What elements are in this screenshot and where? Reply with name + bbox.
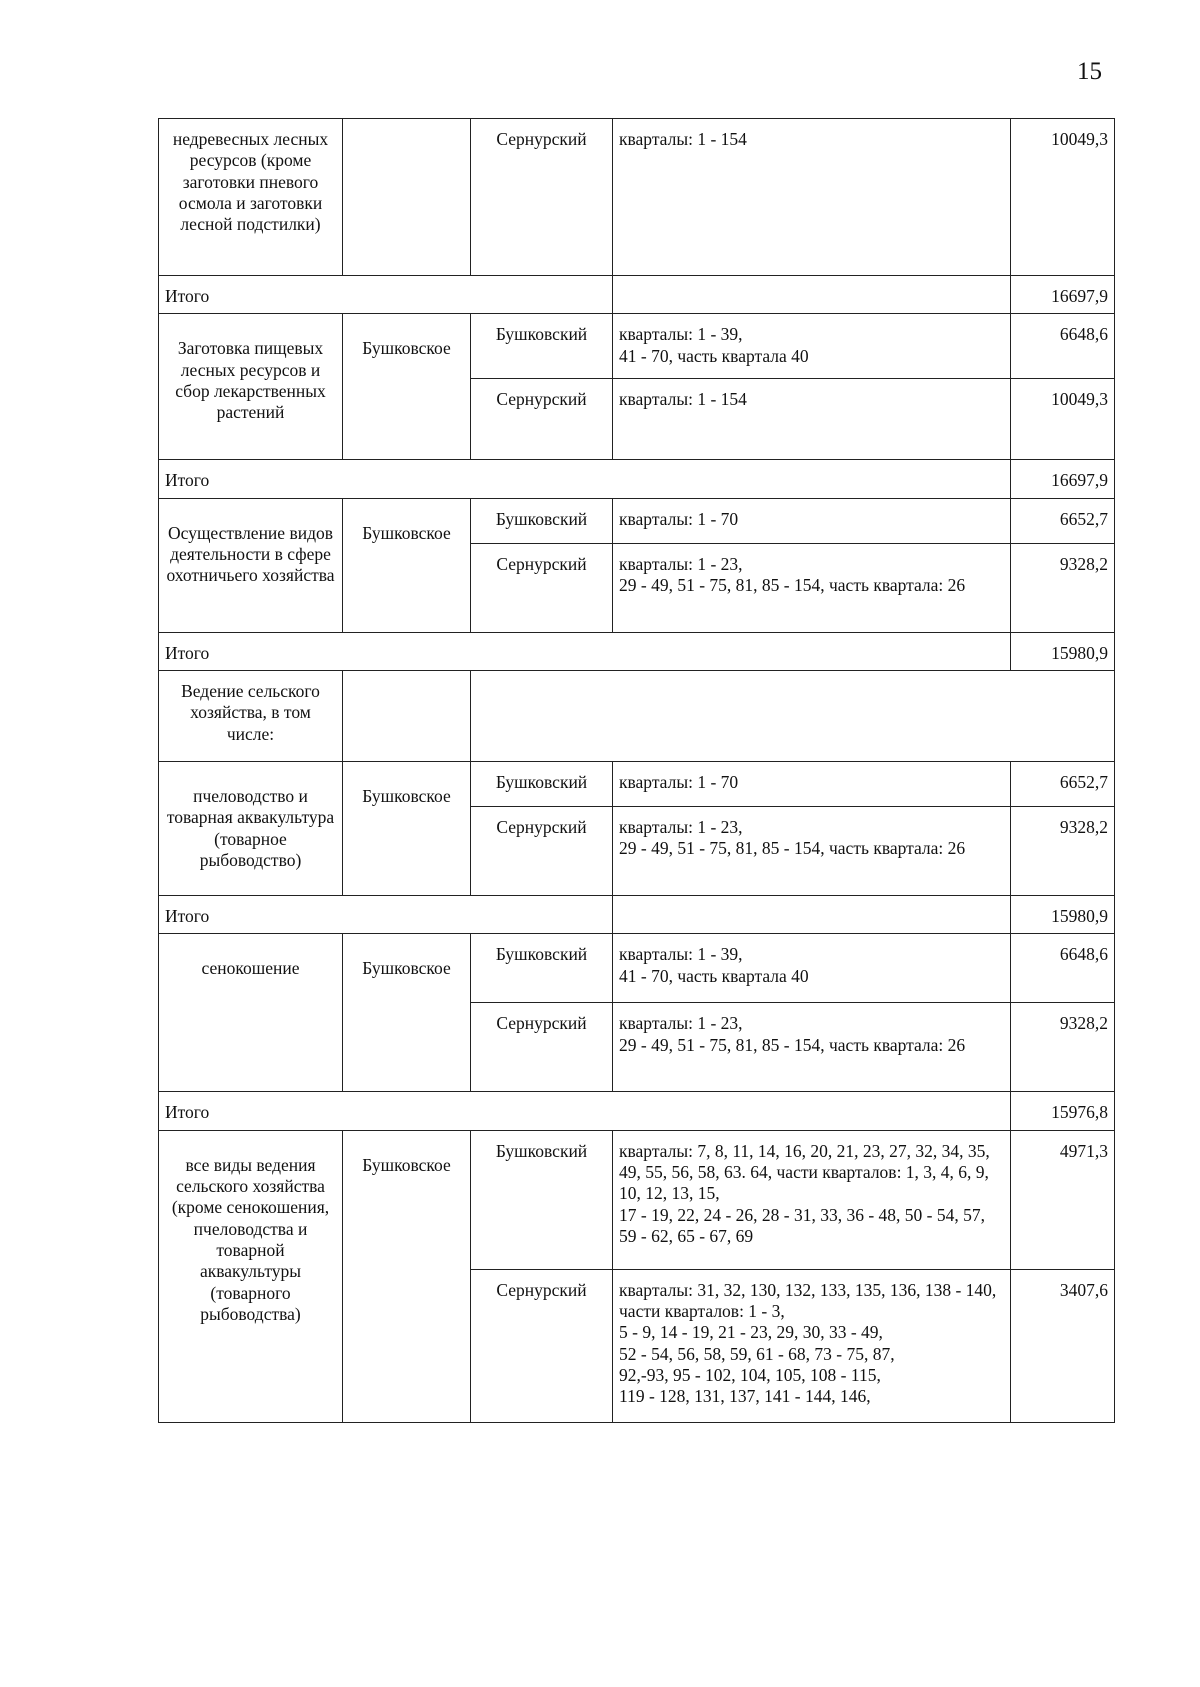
area-cell: 6648,6 <box>1011 934 1115 1003</box>
quarters-line: кварталы: 1 - 39, <box>619 944 743 965</box>
territory-cell: Бушковское <box>343 498 471 632</box>
quarters-cell: кварталы: 1 - 154 <box>613 119 1011 276</box>
total-label: Итого <box>159 896 613 934</box>
area-cell: 10049,3 <box>1011 119 1115 276</box>
table-row <box>159 934 1115 1003</box>
page-number: 15 <box>1077 58 1102 85</box>
area-cell: 9328,2 <box>1011 1003 1115 1092</box>
quarters-cell: кварталы: 1 - 154 <box>613 379 1011 460</box>
total-label: Итого <box>159 276 613 314</box>
territory-cell <box>343 119 471 276</box>
quarters-cell <box>613 1003 1011 1092</box>
quarters-line: кварталы: 7, 8, 11, 14, 16, 20, 21, 23, 27, 32, 34, 35, 49, 55, 56, 58, 63. 64, части кварталов: 1, 3, 4, 6, 9, 10, 12, 13, 15, <box>619 1140 990 1204</box>
forestry-cell: Бушковский <box>471 314 613 379</box>
total-empty-cell <box>613 276 1011 314</box>
table-row <box>159 1130 1115 1269</box>
quarters-cell: кварталы: 1 - 70 <box>613 762 1011 807</box>
quarters-line: кварталы: 31, 32, 130, 132, 133, 135, 136, 138 - 140, части кварталов: 1 - 3, <box>619 1279 997 1322</box>
activity-cell: все виды ведения сельского хозяйства (кроме сенокошения, пчеловодства и товарной аквакультуры (товарного рыбоводства) <box>159 1130 343 1422</box>
quarters-line: 52 - 54, 56, 58, 59, 61 - 68, 73 - 75, 87, <box>619 1343 895 1364</box>
quarters-cell: кварталы: 1 - 70 <box>613 498 1011 543</box>
forestry-cell: Бушковский <box>471 1130 613 1269</box>
quarters-line: 41 - 70, часть квартала 40 <box>619 965 809 986</box>
total-row <box>159 1092 1115 1130</box>
territory-cell: Бушковское <box>343 934 471 1092</box>
table-row <box>159 762 1115 807</box>
area-cell: 3407,6 <box>1011 1269 1115 1422</box>
area-cell: 6652,7 <box>1011 498 1115 543</box>
forestry-cell: Бушковский <box>471 934 613 1003</box>
forestry-cell: Бушковский <box>471 498 613 543</box>
table-row <box>159 671 1115 762</box>
quarters-line: 29 - 49, 51 - 75, 81, 85 - 154, часть квартала: 26 <box>619 575 966 596</box>
quarters-cell <box>613 1269 1011 1422</box>
quarters-line: кварталы: 1 - 39, <box>619 324 743 345</box>
total-empty-cell <box>613 896 1011 934</box>
forestry-cell: Сернурский <box>471 1003 613 1092</box>
forest-use-table <box>158 118 1115 1423</box>
quarters-line: 119 - 128, 131, 137, 141 - 144, 146, <box>619 1386 871 1407</box>
quarters-line: 5 - 9, 14 - 19, 21 - 23, 29, 30, 33 - 49, <box>619 1322 883 1343</box>
forestry-cell: Сернурский <box>471 1269 613 1422</box>
quarters-line: 92,-93, 95 - 102, 104, 105, 108 - 115, <box>619 1365 881 1386</box>
total-area: 15980,9 <box>1011 632 1115 670</box>
total-area: 15976,8 <box>1011 1092 1115 1130</box>
territory-cell: Бушковское <box>343 314 471 460</box>
total-area: 15980,9 <box>1011 896 1115 934</box>
quarters-cell <box>613 807 1011 896</box>
total-label: Итого <box>159 1092 1011 1130</box>
forestry-cell: Сернурский <box>471 807 613 896</box>
activity-cell: сенокошение <box>159 934 343 1092</box>
table-row <box>159 119 1115 276</box>
quarters-line: 17 - 19, 22, 24 - 26, 28 - 31, 33, 36 - 48, 50 - 54, 57, 59 - 62, 65 - 67, 69 <box>619 1204 986 1247</box>
area-cell: 6648,6 <box>1011 314 1115 379</box>
quarters-cell <box>613 934 1011 1003</box>
total-row <box>159 632 1115 670</box>
territory-cell: Бушковское <box>343 1130 471 1422</box>
quarters-line: 29 - 49, 51 - 75, 81, 85 - 154, часть квартала: 26 <box>619 1034 966 1055</box>
activity-cell: Ведение сельского хозяйства, в том числе: <box>159 671 343 762</box>
quarters-line: 41 - 70, часть квартала 40 <box>619 345 809 366</box>
total-row <box>159 896 1115 934</box>
total-row <box>159 276 1115 314</box>
table-row <box>159 314 1115 379</box>
quarters-line: кварталы: 1 - 23, <box>619 817 743 838</box>
forestry-cell: Сернурский <box>471 379 613 460</box>
quarters-cell <box>613 1130 1011 1269</box>
empty-cell <box>471 671 1115 762</box>
activity-cell: Осуществление видов деятельности в сфере охотничьего хозяйства <box>159 498 343 632</box>
area-cell: 9328,2 <box>1011 543 1115 632</box>
quarters-cell <box>613 314 1011 379</box>
area-cell: 9328,2 <box>1011 807 1115 896</box>
forestry-cell: Сернурский <box>471 119 613 276</box>
forestry-cell: Сернурский <box>471 543 613 632</box>
area-cell: 4971,3 <box>1011 1130 1115 1269</box>
total-area: 16697,9 <box>1011 460 1115 498</box>
total-area: 16697,9 <box>1011 276 1115 314</box>
table-row <box>159 498 1115 543</box>
quarters-line: кварталы: 1 - 23, <box>619 1013 743 1034</box>
quarters-line: кварталы: 1 - 23, <box>619 553 743 574</box>
total-label: Итого <box>159 460 1011 498</box>
forestry-cell: Бушковский <box>471 762 613 807</box>
activity-cell: недревесных лесных ресурсов (кроме заготовки пневого осмола и заготовки лесной подстилки) <box>159 119 343 276</box>
territory-cell: Бушковское <box>343 762 471 896</box>
area-cell: 6652,7 <box>1011 762 1115 807</box>
quarters-cell <box>613 543 1011 632</box>
activity-cell: пчеловодство и товарная аквакультура (товарное рыбоводство) <box>159 762 343 896</box>
territory-cell <box>343 671 471 762</box>
quarters-line: 29 - 49, 51 - 75, 81, 85 - 154, часть квартала: 26 <box>619 838 966 859</box>
total-label: Итого <box>159 632 1011 670</box>
total-row <box>159 460 1115 498</box>
area-cell: 10049,3 <box>1011 379 1115 460</box>
activity-cell: Заготовка пищевых лесных ресурсов и сбор лекарственных растений <box>159 314 343 460</box>
